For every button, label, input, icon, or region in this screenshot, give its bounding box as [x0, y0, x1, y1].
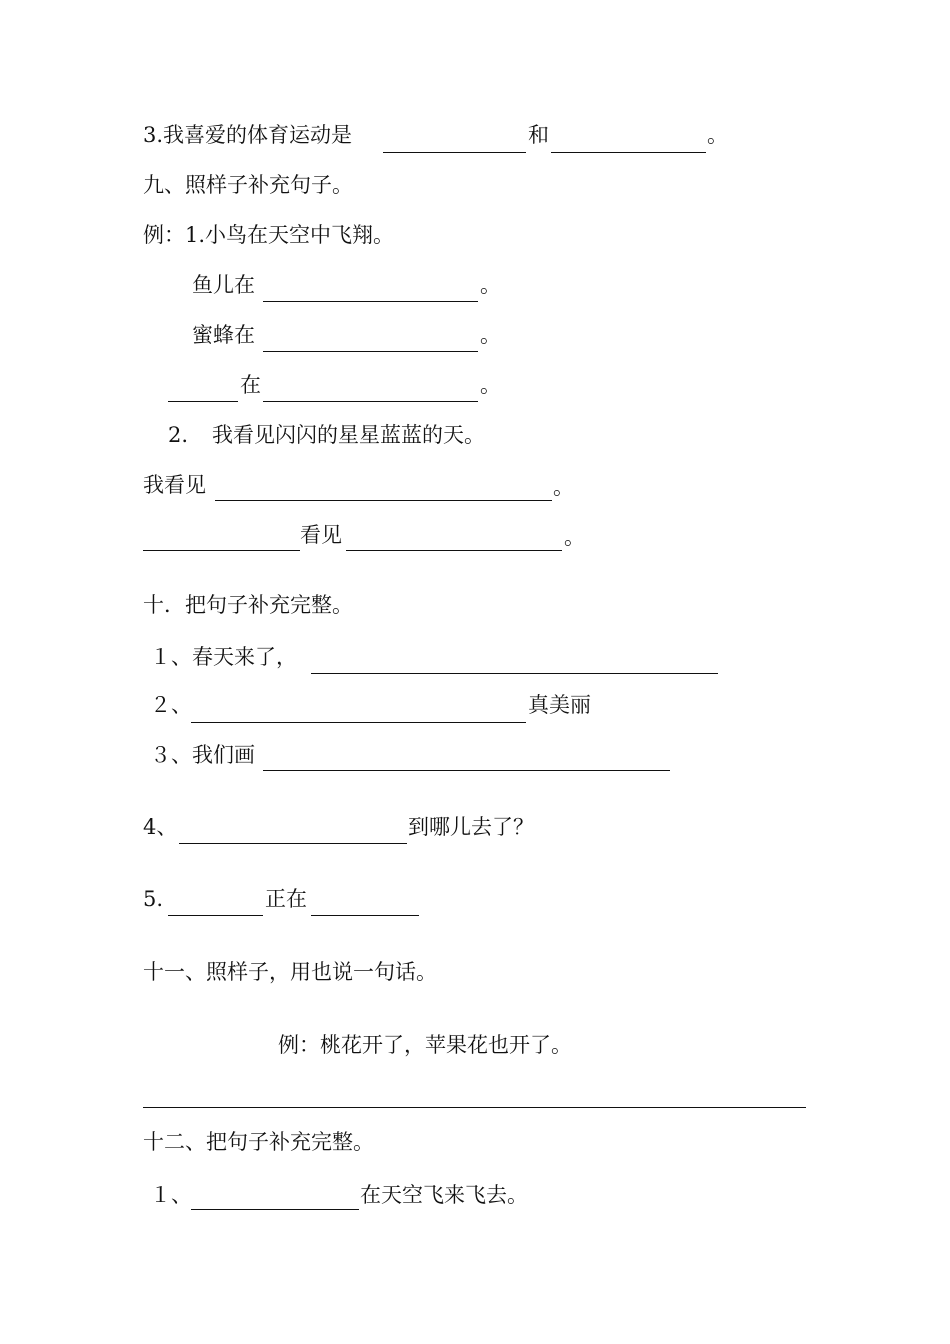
- fish-prompt: 鱼儿在: [192, 273, 255, 297]
- item-1-text: １、春天来了，: [150, 645, 297, 669]
- item-5-number: 5.: [143, 887, 164, 911]
- section-9-title: 九、照样子补充句子。: [143, 173, 353, 197]
- item-1-end: 在天空飞来飞去。: [360, 1183, 528, 1207]
- answer-blank[interactable]: [191, 1209, 359, 1210]
- item-1-number: １、: [150, 1183, 192, 1207]
- section-11-title: 十一、照样子，用也说一句话。: [143, 960, 437, 984]
- section-12-title: 十二、把句子补充完整。: [143, 1130, 374, 1154]
- answer-blank[interactable]: [263, 351, 478, 352]
- answer-blank[interactable]: [311, 915, 419, 916]
- answer-blank[interactable]: [179, 843, 407, 844]
- example-2-number: 2.: [168, 423, 189, 447]
- item-2-number: ２、: [150, 693, 192, 717]
- answer-blank[interactable]: [551, 152, 706, 153]
- connector-and: 和: [528, 123, 549, 147]
- example-2: 我看见闪闪的星星蓝蓝的天。: [212, 423, 485, 447]
- item-2-end: 真美丽: [528, 693, 591, 717]
- answer-blank[interactable]: [143, 1107, 806, 1108]
- see-prompt: 我看见: [143, 473, 206, 497]
- period: 。: [707, 123, 728, 147]
- answer-blank[interactable]: [168, 401, 238, 402]
- answer-blank[interactable]: [263, 770, 670, 771]
- period: 。: [553, 475, 574, 499]
- question-3-text: 3.我喜爱的体育运动是: [143, 123, 353, 147]
- zai-prompt: 在: [240, 373, 261, 397]
- answer-blank[interactable]: [311, 673, 718, 674]
- item-4-end: 到哪儿去了？: [408, 815, 534, 839]
- item-5-mid: 正在: [265, 887, 307, 911]
- bee-prompt: 蜜蜂在: [192, 323, 255, 347]
- example-sentence: 例：桃花开了，苹果花也开了。: [278, 1033, 572, 1057]
- section-10-title: 十．把句子补充完整。: [143, 593, 353, 617]
- item-3-text: ３、我们画: [150, 743, 255, 767]
- answer-blank[interactable]: [263, 301, 478, 302]
- answer-blank[interactable]: [168, 915, 263, 916]
- period: 。: [480, 323, 501, 347]
- example-1: 例：1.小鸟在天空中飞翔。: [143, 223, 395, 247]
- answer-blank[interactable]: [346, 550, 562, 551]
- answer-blank[interactable]: [263, 401, 478, 402]
- period: 。: [564, 525, 585, 549]
- answer-blank[interactable]: [143, 550, 300, 551]
- item-4-number: 4、: [143, 815, 178, 839]
- see-prompt-2: 看见: [300, 523, 342, 547]
- answer-blank[interactable]: [191, 722, 526, 723]
- period: 。: [480, 273, 501, 297]
- answer-blank[interactable]: [215, 500, 552, 501]
- answer-blank[interactable]: [383, 152, 526, 153]
- period: 。: [480, 373, 501, 397]
